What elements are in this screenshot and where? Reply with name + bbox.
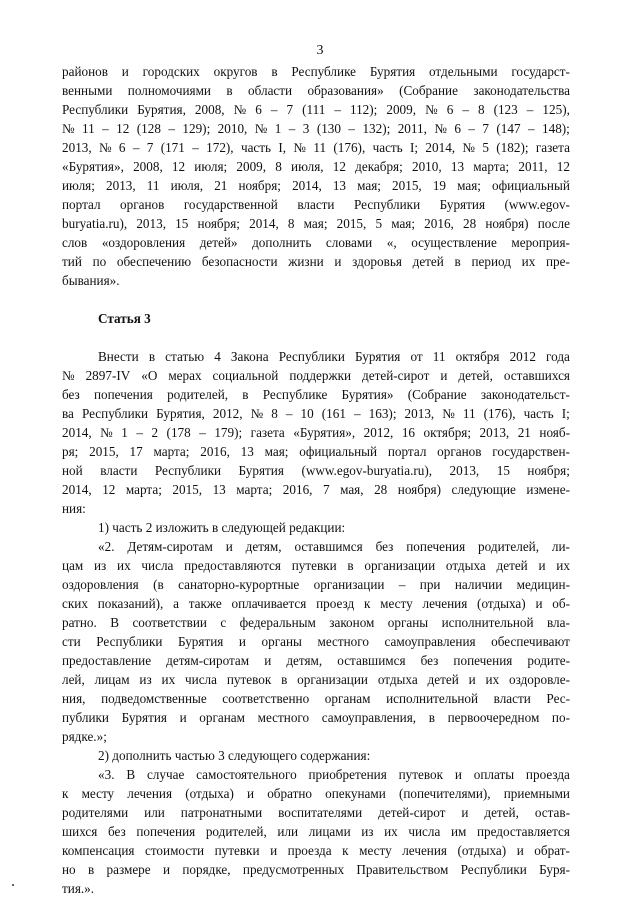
text-line: ния: bbox=[62, 501, 86, 516]
text-line: к месту лечения (отдыха) и обратно опекунами (попечителями), приемными bbox=[62, 786, 570, 801]
text-line: цам из их числа предоставляются путевки в организации отдыха детей и их bbox=[62, 558, 570, 573]
text-line: сти Республики Бурятия и органы местного самоуправления обеспечивают bbox=[62, 634, 570, 649]
text-line: портал органов государственной власти Республики Бурятия (www.egov- bbox=[62, 197, 570, 212]
text-line: лей, лицам из их числа путевок в организации отдыха детей и их оздоровле- bbox=[62, 672, 570, 687]
text-line: ря; 2015, 17 марта; 2016, 13 мая; официальный портал органов государствен- bbox=[62, 444, 570, 459]
text-line: бывания». bbox=[62, 273, 120, 288]
paragraph-article-intro bbox=[62, 347, 570, 518]
text-line: 2014, № 1 – 2 (178 – 179); газета «Бурятия», 2012, 16 октября; 2013, 21 нояб- bbox=[62, 425, 570, 440]
item-1-intro: 1) часть 2 изложить в следующей редакции: bbox=[98, 520, 346, 535]
text-line: «Бурятия», 2008, 12 июля; 2009, 8 июля, 12 декабря; 2010, 13 марта; 2011, 12 bbox=[62, 159, 570, 174]
text-line: публики Бурятия и органам местного самоуправления, в первоочередном по- bbox=[62, 710, 570, 725]
text-line: без попечения родителей, в Республике Бурятия» (Собрание законодательст- bbox=[62, 387, 570, 402]
item-1-text bbox=[62, 537, 570, 746]
article-heading: Статья 3 bbox=[98, 311, 151, 326]
text-line: предоставление детям-сиротам и детям, оставшимся без попечения родите- bbox=[62, 653, 570, 668]
text-line: оздоровления (в санаторно-курортные организации – при наличии медицин- bbox=[62, 577, 570, 592]
text-line: ва Республики Бурятия, 2012, № 8 – 10 (161 – 163); 2013, № 11 (176), часть I; bbox=[62, 406, 570, 421]
text-line: «2. Детям-сиротам и детям, оставшимся без попечения родителей, ли- bbox=[98, 539, 570, 554]
text-line: «3. В случае самостоятельного приобретения путевок и оплаты проезда bbox=[98, 767, 570, 782]
text-line: buryatia.ru), 2013, 15 ноября; 2014, 8 мая; 2015, 5 мая; 2016, 28 ноября) после bbox=[62, 216, 570, 231]
text-line: родителями или патронатными воспитателями детей-сирот и детей, остав- bbox=[62, 805, 570, 820]
item-2-text bbox=[62, 765, 570, 898]
text-line: ских показаний), а также оплачивается проезд к месту лечения (отдыха) и об- bbox=[62, 596, 570, 611]
text-line: 2014, 12 марта; 2015, 13 марта; 2016, 7 мая, 28 ноября) следующие измене- bbox=[62, 482, 570, 497]
item-2-intro: 2) дополнить частью 3 следующего содержания: bbox=[98, 748, 371, 763]
text-line: компенсация стоимости путевки и проезда к месту лечения (отдыха) и обрат- bbox=[62, 843, 570, 858]
text-line: № 11 – 12 (128 – 129); 2010, № 1 – 3 (130 – 132); 2011, № 6 – 7 (147 – 148); bbox=[62, 121, 570, 136]
text-line: ратно. В соответствии с федеральным законом органы исполнительной вла- bbox=[62, 615, 570, 630]
text-line: шихся без попечения родителей, или лицами из их числа им предоставляется bbox=[62, 824, 570, 839]
text-line: районов и городских округов в Республике Бурятия отдельными государст- bbox=[62, 64, 570, 79]
text-line: Внести в статью 4 Закона Республики Бурятия от 11 октября 2012 года bbox=[98, 349, 570, 364]
document-body bbox=[62, 62, 570, 898]
scan-dot bbox=[12, 884, 14, 886]
text-line: тия.». bbox=[62, 881, 95, 896]
text-line: слов «оздоровления детей» дополнить словами «, осуществление мероприя- bbox=[62, 235, 570, 250]
text-line: но в размере и порядке, предусмотренных Правительством Республики Буря- bbox=[62, 862, 570, 877]
text-line: рядке.»; bbox=[62, 729, 107, 744]
text-line: тий по обеспечению безопасности жизни и здоровья детей в период их пре- bbox=[62, 254, 570, 269]
text-line: ния, подведомственные соответственно органам исполнительной власти Рес- bbox=[62, 691, 570, 706]
text-line: 2013, № 6 – 7 (171 – 172), часть I, № 11 (176), часть I; 2014, № 5 (182); газета bbox=[62, 140, 570, 155]
text-line: венными полномочиями в области образования» (Собрание законодательства bbox=[62, 83, 570, 98]
paragraph-amendment-continuation bbox=[62, 62, 570, 290]
text-line: ной власти Республики Бурятия (www.egov-buryatia.ru), 2013, 15 ноября; bbox=[62, 463, 570, 478]
text-line: Республики Бурятия, 2008, № 6 – 7 (111 – 112); 2009, № 6 – 8 (123 – 125), bbox=[62, 102, 570, 117]
text-line: июля; 2013, 11 июля, 21 ноября; 2014, 13 мая; 2015, 19 мая; официальный bbox=[62, 178, 570, 193]
text-line: № 2897-IV «О мерах социальной поддержки детей-сирот и детей, оставшихся bbox=[62, 368, 570, 383]
page-number: 3 bbox=[316, 43, 324, 58]
